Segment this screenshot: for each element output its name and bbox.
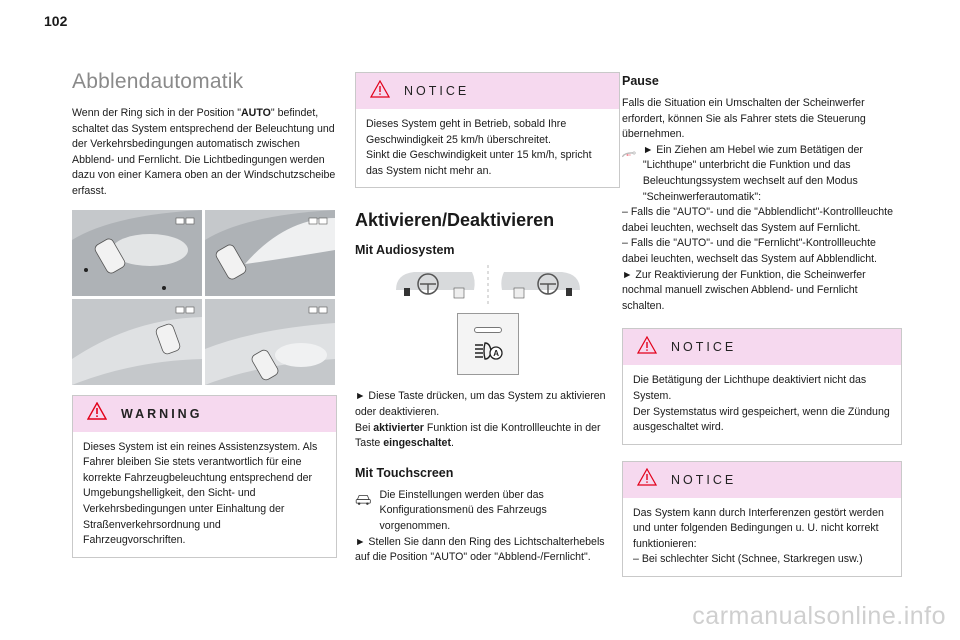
column-left [72,60,337,558]
divider-dashed [486,265,490,305]
warning-label: WARNING [121,406,203,421]
watermark: carmanualsonline.info [692,602,946,630]
column-middle [355,72,620,566]
notice-label: NOTICE [671,472,737,487]
car-settings-icon [355,488,372,510]
warning-text: Dieses System ist ein reines Assistenzsystem. Als Fahrer bleiben Sie stets verantwortlich für eine korrekte Fahrzeugbeleuchtung entsprechend der Umgebungshelligkeit, den Sicht- und Verkehrsbedingungen unter Einhaltung der Straßenverkehrsordnung und Fahrzeugvorschriften. [83,440,318,547]
steering-illustration [355,265,620,305]
column-right [622,72,902,577]
warning-header [73,396,336,432]
notice-triangle-icon [637,468,657,491]
illustration-grid [72,210,335,385]
steering-wheel-right-icon [498,268,582,302]
notice-header [623,329,901,365]
page-number: 102 [44,13,68,29]
indicator-led [474,327,502,333]
light-stalk-icon [622,143,637,165]
svg-text:A: A [492,349,499,359]
notice-header [356,73,619,109]
auto-high-beam-icon [473,341,503,361]
auto-beam-button[interactable] [457,313,519,375]
warning-triangle-icon [87,402,107,425]
illustration-low-beam-curve [205,299,335,385]
steering-wheel-left-icon [394,268,478,302]
notice-box-interference [622,461,902,577]
activate-heading: Aktivieren/Deaktivieren [355,210,555,231]
illustration-following-vehicle [72,299,202,385]
illustration-low-beam-oncoming [72,210,202,296]
touchscreen-instructions: Die Einstellungen werden über das Konfigurationsmenü des Fahrzeugs vorgenommen. ► Stellen Sie dann den Ring des Lichtschalterhebels auf die Position "AUTO" oder "Abblend-/Fernlicht". [355,488,605,564]
intro-paragraph: Wenn der Ring sich in der Position "AUTO" befindet, schaltet das System entsprechend der Beleuchtung und der Verkehrsbedingungen automatisch zwischen Abblend- und Fernlicht. Die Lichtbedingungen werden dazu von einer Kamera oben an der Windschutzscheibe erfasst. [72,107,336,197]
warning-box [72,395,337,558]
notice-header [623,462,901,498]
audio-instructions: ► Diese Taste drücken, um das System zu aktivieren oder deaktivieren. Bei aktivierter Funktion ist die Kontrollleuchte in der Taste eingeschaltet. [355,390,606,450]
notice-triangle-icon [637,336,657,359]
section-title: Abblendautomatik [72,70,244,93]
touchscreen-heading: Mit Touchscreen [355,465,454,480]
pause-instructions: Falls die Situation ein Umschalten der Scheinwerfer erfordert, können Sie als Fahrer stets die Steuerung übernehmen. ► Ein Ziehen am Hebel wie zum Betätigen der "Lichthupe" unterbricht die Funktion und das Beleuchtungssystem wechselt auf den Modus "Scheinwerferautomatik": – Falls die "AUTO"- und die "Abblendlicht"-Kontrollleuchte dabei leuchten, wechselt das System auf Fernlicht. – Falls die "AUTO"- und die "Fernlicht"-Kontrollleuchte dabei leuchten, wechselt das System auf Abblendlicht. ► Zur Reaktivierung der Funktion, die Scheinwerfer nochmal manuell zwischen Abblend- und Fernlicht schalten. [622,97,893,312]
pause-heading: Pause [622,74,659,88]
notice-text: Die Betätigung der Lichthupe deaktiviert nicht das System. Der Systemstatus wird gespeichert, wenn die Zündung ausgeschaltet wird. [633,374,890,434]
notice-text: Das System kann durch Interferenzen gestört werden und unter folgenden Bedingungen u. U. nicht korrekt funktionieren: – Bei schlechter Sicht (Schnee, Starkregen usw.) [633,506,884,566]
notice-box-flash [622,328,902,444]
notice-box-speed [355,72,620,188]
notice-label: NOTICE [671,340,737,355]
notice-text: Dieses System geht in Betrieb, sobald Ihre Geschwindigkeit 25 km/h überschreitet. Sinkt die Geschwindigkeit unter 15 km/h, spricht das System nicht mehr an. [366,118,592,177]
audio-heading: Mit Audiosystem [355,243,455,258]
notice-label: NOTICE [404,84,470,98]
illustration-high-beam [205,210,335,296]
notice-triangle-icon [370,80,390,103]
